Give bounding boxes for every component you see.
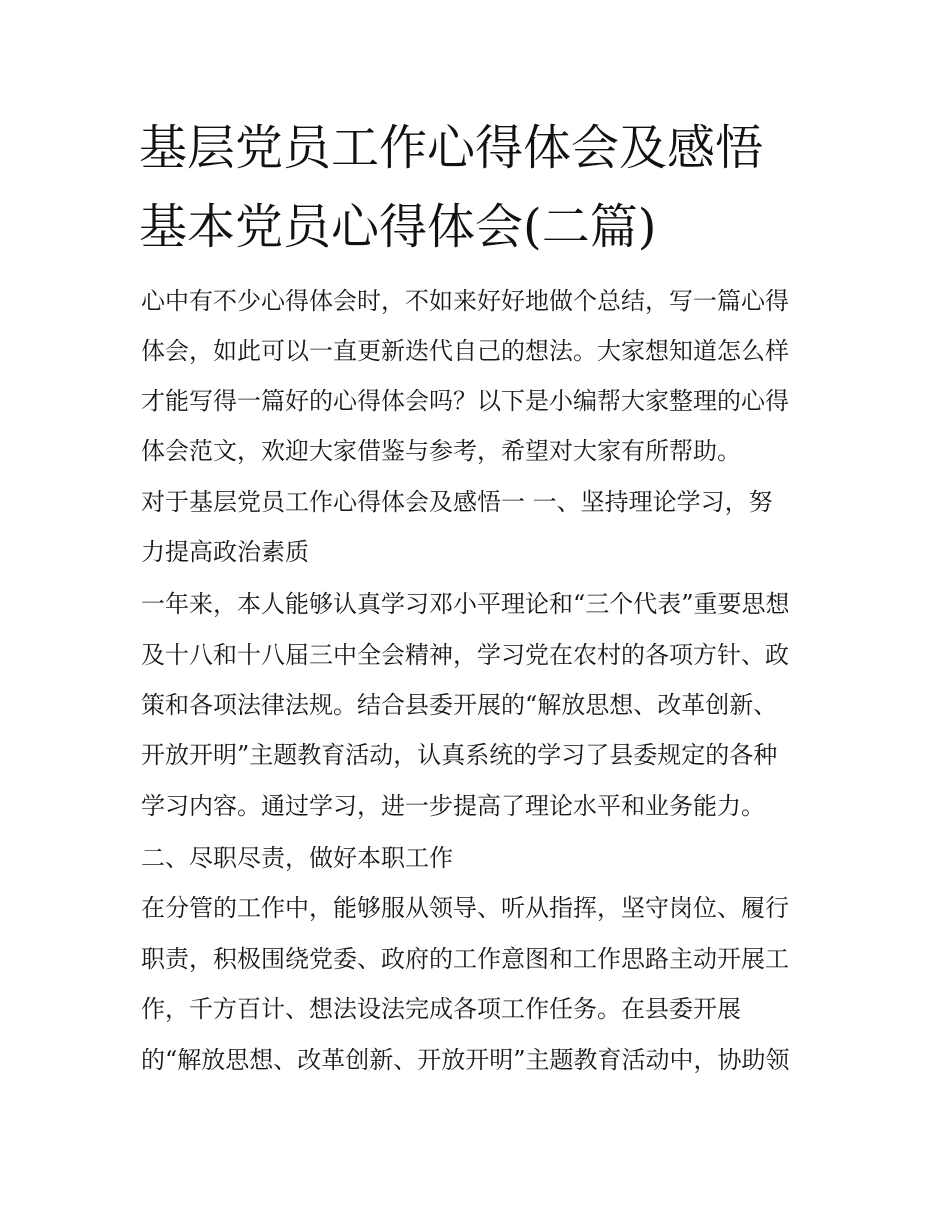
body-line: 体会范文，欢迎大家借鉴与参考，希望对大家有所帮助。 [141, 437, 741, 465]
body-line: 及十八和十八届三中全会精神，学习党在农村的各项方针、政 [141, 641, 789, 669]
document-title-line-2: 基本党员心得体会(二篇) [139, 199, 657, 255]
body-line: 的“解放思想、改革创新、开放开明”主题教育活动中，协助领 [141, 1046, 790, 1074]
section-heading-line: 力提高政治素质 [141, 538, 309, 566]
document-title-line-1: 基层党员工作心得体会及感悟 [139, 120, 764, 176]
body-line: 策和各项法律法规。结合县委开展的“解放思想、改革创新、 [141, 691, 778, 719]
section-heading-line: 对于基层党员工作心得体会及感悟一 一、坚持理论学习，努 [141, 488, 773, 516]
body-line: 开放开明”主题教育活动，认真系统的学习了县委规定的各种 [141, 741, 778, 769]
body-line: 职责，积极围绕党委、政府的工作意图和工作思路主动开展工 [141, 945, 789, 973]
body-line: 在分管的工作中，能够服从领导、听从指挥，坚守岗位、履行 [141, 894, 789, 922]
section-heading-line: 二、尽职尽责，做好本职工作 [141, 844, 453, 872]
body-line: 体会，如此可以一直更新迭代自己的想法。大家想知道怎么样 [141, 337, 789, 365]
body-line: 心中有不少心得体会时，不如来好好地做个总结，写一篇心得 [141, 287, 789, 315]
body-line: 作，千方百计、想法设法完成各项工作任务。在县委开展 [141, 995, 741, 1023]
body-line: 才能写得一篇好的心得体会吗？以下是小编帮大家整理的心得 [141, 387, 789, 415]
body-line: 学习内容。通过学习，进一步提高了理论水平和业务能力。 [141, 792, 765, 820]
body-line: 一年来，本人能够认真学习邓小平理论和“三个代表”重要思想 [141, 590, 790, 618]
